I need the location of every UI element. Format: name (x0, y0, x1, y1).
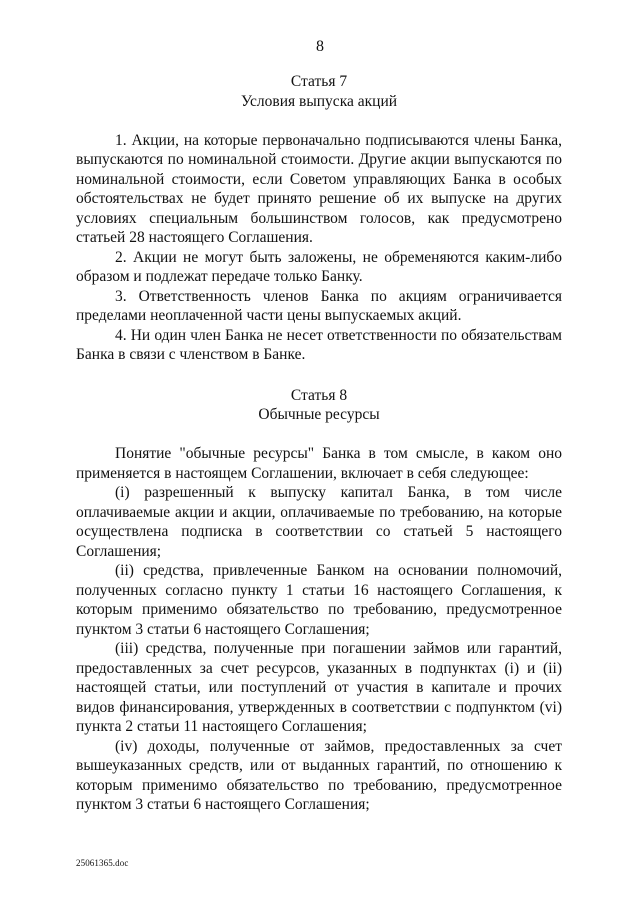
article-8-item-i: (i) разрешенный к выпуску капитал Банка, в том числе оплачиваемые акции и акции, оплачиваемые по требованию, на которые осуществлена подписка в соответствии со статьей 5 настоящего Соглашения; (76, 484, 562, 560)
article-7-paragraph-3: 3. Ответственность членов Банка по акциям ограничивается пределами неоплаченной части цены выпускаемых акций. (76, 287, 562, 324)
document-body (76, 72, 562, 815)
article-8-title: Обычные ресурсы (258, 406, 380, 423)
article-7-paragraph-2: 2. Акции не могут быть заложены, не обременяются каким-либо образом и подлежат передаче только Банку. (76, 248, 562, 285)
article-8-intro: Понятие "обычные ресурсы" Банка в том смысле, в каком оно применяется в настоящем Соглашении, включает в себя следующее: (76, 445, 562, 482)
page-number: 8 (316, 38, 324, 55)
article-8-number: Статья 8 (290, 386, 348, 404)
document-filename: 25061365.doc (76, 858, 129, 868)
article-7-paragraph-1: 1. Акции, на которые первоначально подписываются члены Банка, выпускаются по номинальной стоимости. Другие акции выпускаются по номинальной стоимости, если Советом управляющих Банка в особых обстоятельствах не будет принято решение об их выпуске на других условиях специальным большинством голосов, как предусмотрено статьей 28 настоящего Соглашения. (76, 131, 562, 246)
article-8-item-iv: (iv) доходы, полученные от займов, предоставленных за счет вышеуказанных средств, или от выданных гарантий, по отношению к которым применимо обязательство по требованию, предусмотренное пунктом 3 статьи 6 настоящего Соглашения; (76, 737, 562, 813)
article-8-item-ii: (ii) средства, привлеченные Банком на основании полномочий, полученных согласно пункту 1 статьи 16 настоящего Соглашения, к которым применимо обязательство по требованию, предусмотренное пунктом 3 статьи 6 настоящего Соглашения; (76, 562, 562, 638)
article-7-paragraph-4: 4. Ни один член Банка не несет ответственности по обязательствам Банка в связи с членством в Банке. (76, 326, 562, 363)
article-7-number: Статья 7 (290, 73, 348, 90)
article-8-item-iii: (iii) средства, полученные при погашении займов или гарантий, предоставленных за счет ресурсов, указанных в подпунктах (i) и (ii) настоящей статьи, или поступлений от участия в капитале и прочих видов финансирования, утвержденных в соответствии с подпунктом (vi) пункта 2 статьи 11 настоящего Соглашения; (76, 640, 562, 735)
article-7-title: Условия выпуска акций (240, 92, 398, 110)
